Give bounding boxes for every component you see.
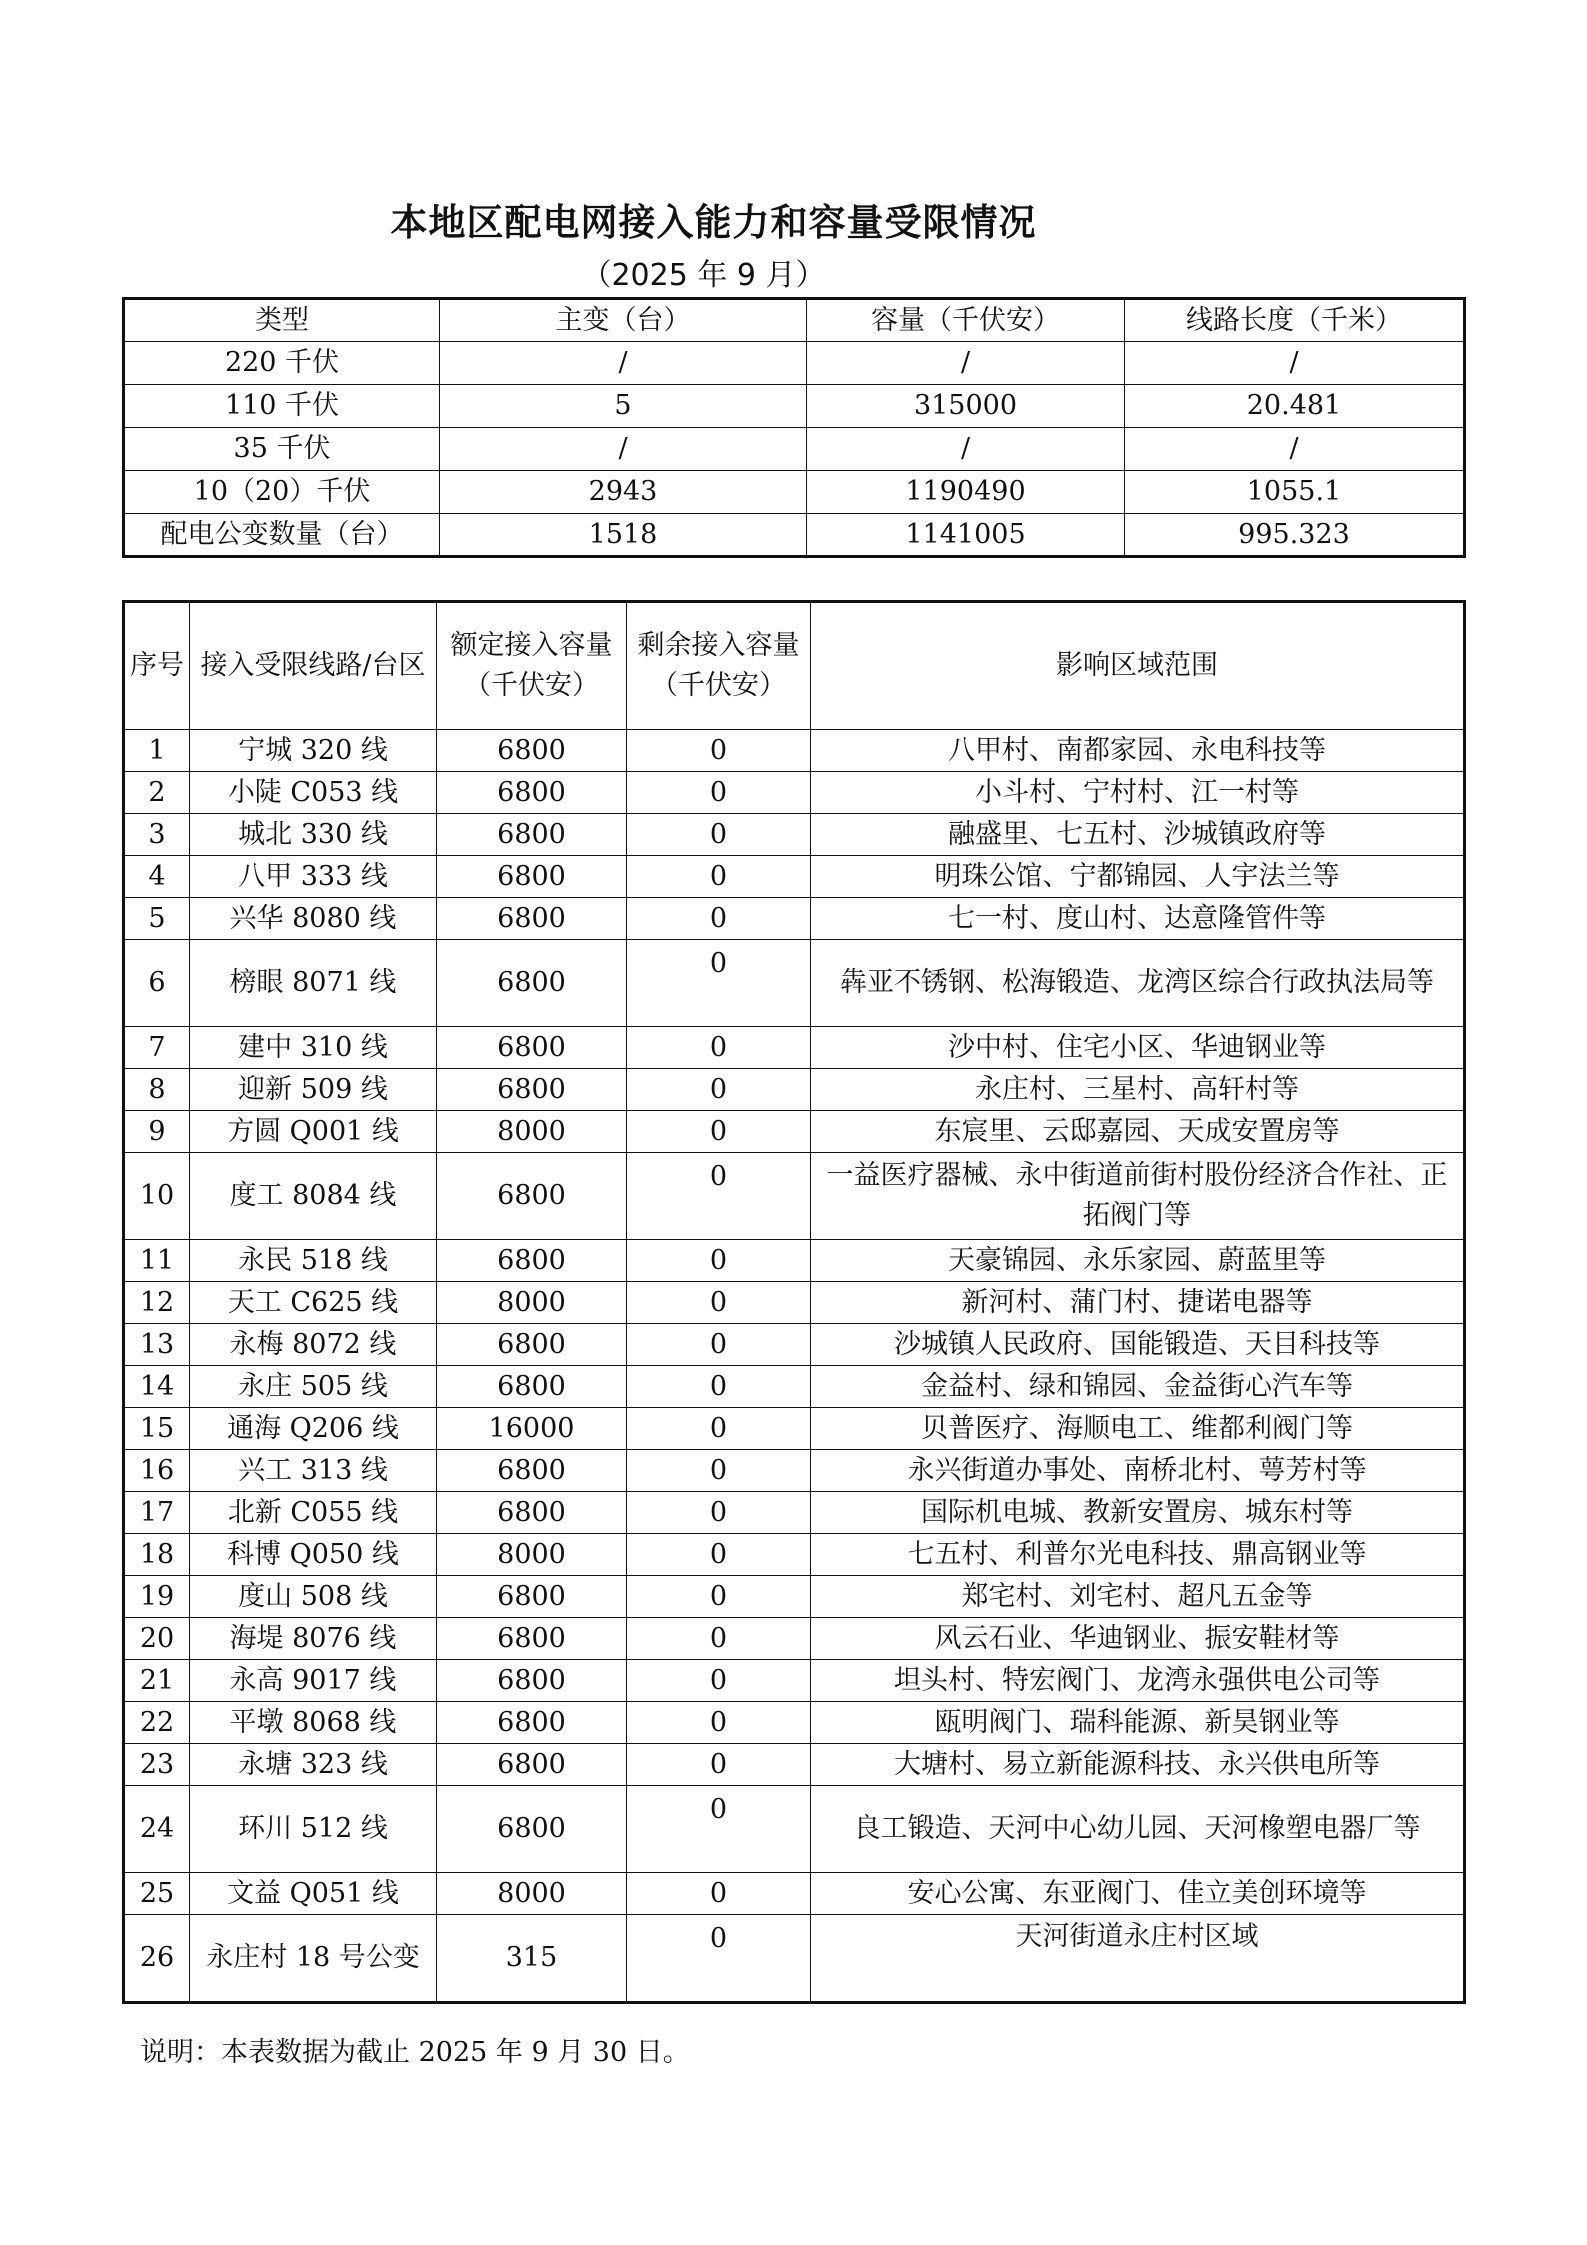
row-rated-capacity: 8000 <box>437 1111 627 1153</box>
row-line: 宁城 320 线 <box>190 730 437 772</box>
row-seq: 23 <box>124 1744 190 1786</box>
row-line: 永塘 323 线 <box>190 1744 437 1786</box>
summary-header-cell: 线路长度（千米） <box>1125 299 1465 342</box>
header-seq: 序号 <box>124 602 190 730</box>
row-affected-area: 明珠公馆、宁都锦园、人宇法兰等 <box>811 856 1465 898</box>
row-line: 榜眼 8071 线 <box>190 940 437 1027</box>
row-rated-capacity: 6800 <box>437 730 627 772</box>
summary-cell: 995.323 <box>1125 514 1465 557</box>
row-seq: 7 <box>124 1027 190 1069</box>
row-seq: 3 <box>124 814 190 856</box>
row-remaining-capacity: 0 <box>627 1027 811 1069</box>
summary-cell: / <box>1125 342 1465 385</box>
row-seq: 15 <box>124 1408 190 1450</box>
row-line: 八甲 333 线 <box>190 856 437 898</box>
row-remaining-capacity: 0 <box>627 1744 811 1786</box>
row-rated-capacity: 6800 <box>437 1069 627 1111</box>
table-row <box>124 1915 1465 2003</box>
row-seq: 21 <box>124 1660 190 1702</box>
header-affected-area: 影响区域范围 <box>811 602 1465 730</box>
summary-cell: 220 千伏 <box>124 342 440 385</box>
table-row <box>124 1408 1465 1450</box>
row-remaining-capacity: 0 <box>627 1153 811 1240</box>
row-affected-area: 七一村、度山村、达意隆管件等 <box>811 898 1465 940</box>
table-row <box>124 1744 1465 1786</box>
row-line: 通海 Q206 线 <box>190 1408 437 1450</box>
table-row <box>124 730 1465 772</box>
row-remaining-capacity: 0 <box>627 1702 811 1744</box>
row-line: 建中 310 线 <box>190 1027 437 1069</box>
row-seq: 19 <box>124 1576 190 1618</box>
page-title: 本地区配电网接入能力和容量受限情况 <box>390 201 1037 244</box>
row-remaining-capacity: 0 <box>627 1069 811 1111</box>
row-affected-area: 国际机电城、教新安置房、城东村等 <box>811 1492 1465 1534</box>
row-line: 天工 C625 线 <box>190 1282 437 1324</box>
summary-row <box>124 514 1465 557</box>
row-affected-area: 风云石业、华迪钢业、振安鞋材等 <box>811 1618 1465 1660</box>
row-affected-area: 坦头村、特宏阀门、龙湾永强供电公司等 <box>811 1660 1465 1702</box>
row-affected-area: 犇亚不锈钢、松海锻造、龙湾区综合行政执法局等 <box>811 940 1465 1027</box>
row-line: 方圆 Q001 线 <box>190 1111 437 1153</box>
table-row <box>124 898 1465 940</box>
row-remaining-capacity: 0 <box>627 1111 811 1153</box>
row-remaining-capacity: 0 <box>627 898 811 940</box>
row-line: 海堤 8076 线 <box>190 1618 437 1660</box>
row-rated-capacity: 6800 <box>437 1660 627 1702</box>
row-affected-area: 金益村、绿和锦园、金益街心汽车等 <box>811 1366 1465 1408</box>
row-seq: 14 <box>124 1366 190 1408</box>
row-affected-area: 沙中村、住宅小区、华迪钢业等 <box>811 1027 1465 1069</box>
summary-cell: / <box>807 342 1125 385</box>
summary-cell: 1055.1 <box>1125 471 1465 514</box>
table-row <box>124 940 1465 1027</box>
row-remaining-capacity: 0 <box>627 1618 811 1660</box>
row-seq: 12 <box>124 1282 190 1324</box>
table-row <box>124 1027 1465 1069</box>
summary-row <box>124 385 1465 428</box>
row-remaining-capacity: 0 <box>627 1366 811 1408</box>
row-rated-capacity: 6800 <box>437 772 627 814</box>
table-row <box>124 1702 1465 1744</box>
row-seq: 13 <box>124 1324 190 1366</box>
row-remaining-capacity: 0 <box>627 1408 811 1450</box>
row-affected-area: 八甲村、南都家园、永电科技等 <box>811 730 1465 772</box>
row-seq: 6 <box>124 940 190 1027</box>
table-row <box>124 1153 1465 1240</box>
table-row <box>124 1786 1465 1873</box>
row-remaining-capacity: 0 <box>627 1660 811 1702</box>
row-rated-capacity: 6800 <box>437 1366 627 1408</box>
row-line: 平墩 8068 线 <box>190 1702 437 1744</box>
row-line: 度工 8084 线 <box>190 1153 437 1240</box>
row-seq: 24 <box>124 1786 190 1873</box>
limited-lines-table <box>122 600 1466 2004</box>
row-remaining-capacity: 0 <box>627 730 811 772</box>
row-affected-area: 永庄村、三星村、高轩村等 <box>811 1069 1465 1111</box>
row-rated-capacity: 8000 <box>437 1282 627 1324</box>
table-row <box>124 772 1465 814</box>
row-rated-capacity: 6800 <box>437 1744 627 1786</box>
row-remaining-capacity: 0 <box>627 940 811 1027</box>
row-remaining-capacity: 0 <box>627 1282 811 1324</box>
row-rated-capacity: 315 <box>437 1915 627 2003</box>
row-seq: 20 <box>124 1618 190 1660</box>
row-remaining-capacity: 0 <box>627 1450 811 1492</box>
row-line: 文益 Q051 线 <box>190 1873 437 1915</box>
row-remaining-capacity: 0 <box>627 1240 811 1282</box>
header-line: 接入受限线路/台区 <box>190 602 437 730</box>
row-rated-capacity: 6800 <box>437 1324 627 1366</box>
table-row <box>124 1660 1465 1702</box>
summary-header-cell: 类型 <box>124 299 440 342</box>
summary-header-cell: 容量（千伏安） <box>807 299 1125 342</box>
footnote: 说明：本表数据为截止 2025 年 9 月 30 日。 <box>140 2037 690 2068</box>
row-remaining-capacity: 0 <box>627 772 811 814</box>
row-rated-capacity: 16000 <box>437 1408 627 1450</box>
summary-row <box>124 428 1465 471</box>
row-affected-area: 安心公寓、东亚阀门、佳立美创环境等 <box>811 1873 1465 1915</box>
row-rated-capacity: 6800 <box>437 1240 627 1282</box>
table-row <box>124 1873 1465 1915</box>
row-affected-area: 贝普医疗、海顺电工、维都利阀门等 <box>811 1408 1465 1450</box>
row-affected-area: 天豪锦园、永乐家园、蔚蓝里等 <box>811 1240 1465 1282</box>
row-seq: 11 <box>124 1240 190 1282</box>
row-rated-capacity: 6800 <box>437 814 627 856</box>
summary-cell: 35 千伏 <box>124 428 440 471</box>
table-row <box>124 814 1465 856</box>
header-remaining-capacity: 剩余接入容量（千伏安） <box>627 602 811 730</box>
summary-cell: / <box>440 428 807 471</box>
row-affected-area: 良工锻造、天河中心幼儿园、天河橡塑电器厂等 <box>811 1786 1465 1873</box>
table-row <box>124 1366 1465 1408</box>
row-rated-capacity: 6800 <box>437 1576 627 1618</box>
row-remaining-capacity: 0 <box>627 1915 811 2003</box>
row-remaining-capacity: 0 <box>627 814 811 856</box>
row-line: 迎新 509 线 <box>190 1069 437 1111</box>
summary-row <box>124 471 1465 514</box>
row-line: 永高 9017 线 <box>190 1660 437 1702</box>
summary-header-row <box>124 299 1465 342</box>
row-seq: 22 <box>124 1702 190 1744</box>
summary-cell: 110 千伏 <box>124 385 440 428</box>
summary-table <box>122 297 1466 558</box>
summary-cell: 1190490 <box>807 471 1125 514</box>
row-line: 北新 C055 线 <box>190 1492 437 1534</box>
table-row <box>124 1240 1465 1282</box>
row-affected-area: 天河街道永庄村区域 <box>811 1915 1465 2003</box>
row-rated-capacity: 8000 <box>437 1534 627 1576</box>
summary-cell: / <box>807 428 1125 471</box>
row-affected-area: 小斗村、宁村村、江一村等 <box>811 772 1465 814</box>
summary-header-cell: 主变（台） <box>440 299 807 342</box>
summary-cell: 配电公变数量（台） <box>124 514 440 557</box>
row-affected-area: 瓯明阀门、瑞科能源、新昊钢业等 <box>811 1702 1465 1744</box>
limits-header-row <box>124 602 1465 730</box>
row-rated-capacity: 6800 <box>437 1153 627 1240</box>
row-affected-area: 永兴街道办事处、南桥北村、萼芳村等 <box>811 1450 1465 1492</box>
summary-cell: 315000 <box>807 385 1125 428</box>
row-seq: 17 <box>124 1492 190 1534</box>
row-line: 永梅 8072 线 <box>190 1324 437 1366</box>
table-row <box>124 1069 1465 1111</box>
table-row <box>124 1576 1465 1618</box>
row-rated-capacity: 6800 <box>437 940 627 1027</box>
row-affected-area: 融盛里、七五村、沙城镇政府等 <box>811 814 1465 856</box>
row-rated-capacity: 6800 <box>437 1786 627 1873</box>
row-remaining-capacity: 0 <box>627 1492 811 1534</box>
summary-cell: / <box>1125 428 1465 471</box>
row-remaining-capacity: 0 <box>627 1786 811 1873</box>
summary-cell: 2943 <box>440 471 807 514</box>
row-rated-capacity: 6800 <box>437 1027 627 1069</box>
row-seq: 10 <box>124 1153 190 1240</box>
row-seq: 18 <box>124 1534 190 1576</box>
summary-cell: 1518 <box>440 514 807 557</box>
table-row <box>124 1534 1465 1576</box>
page-subtitle: （2025 年 9 月） <box>581 258 826 293</box>
row-affected-area: 新河村、蒲门村、捷诺电器等 <box>811 1282 1465 1324</box>
row-affected-area: 七五村、利普尔光电科技、鼎高钢业等 <box>811 1534 1465 1576</box>
row-remaining-capacity: 0 <box>627 856 811 898</box>
row-line: 兴华 8080 线 <box>190 898 437 940</box>
row-rated-capacity: 6800 <box>437 1450 627 1492</box>
row-rated-capacity: 6800 <box>437 1702 627 1744</box>
row-affected-area: 东宸里、云邸嘉园、天成安置房等 <box>811 1111 1465 1153</box>
row-remaining-capacity: 0 <box>627 1873 811 1915</box>
row-line: 兴工 313 线 <box>190 1450 437 1492</box>
row-affected-area: 郑宅村、刘宅村、超凡五金等 <box>811 1576 1465 1618</box>
row-seq: 9 <box>124 1111 190 1153</box>
header-rated-capacity: 额定接入容量（千伏安） <box>437 602 627 730</box>
row-seq: 26 <box>124 1915 190 2003</box>
row-seq: 16 <box>124 1450 190 1492</box>
row-seq: 4 <box>124 856 190 898</box>
table-row <box>124 1111 1465 1153</box>
table-row <box>124 1324 1465 1366</box>
row-line: 永民 518 线 <box>190 1240 437 1282</box>
row-rated-capacity: 6800 <box>437 898 627 940</box>
row-seq: 5 <box>124 898 190 940</box>
table-row <box>124 1450 1465 1492</box>
summary-cell: 1141005 <box>807 514 1125 557</box>
row-line: 城北 330 线 <box>190 814 437 856</box>
row-line: 环川 512 线 <box>190 1786 437 1873</box>
row-remaining-capacity: 0 <box>627 1534 811 1576</box>
row-rated-capacity: 8000 <box>437 1873 627 1915</box>
table-row <box>124 1618 1465 1660</box>
row-rated-capacity: 6800 <box>437 856 627 898</box>
row-line: 科博 Q050 线 <box>190 1534 437 1576</box>
table-row <box>124 1492 1465 1534</box>
row-rated-capacity: 6800 <box>437 1492 627 1534</box>
table-row <box>124 856 1465 898</box>
row-line: 永庄村 18 号公变 <box>190 1915 437 2003</box>
row-affected-area: 沙城镇人民政府、国能锻造、天目科技等 <box>811 1324 1465 1366</box>
row-remaining-capacity: 0 <box>627 1324 811 1366</box>
row-remaining-capacity: 0 <box>627 1576 811 1618</box>
summary-cell: / <box>440 342 807 385</box>
summary-cell: 5 <box>440 385 807 428</box>
row-seq: 8 <box>124 1069 190 1111</box>
row-seq: 2 <box>124 772 190 814</box>
row-seq: 1 <box>124 730 190 772</box>
row-seq: 25 <box>124 1873 190 1915</box>
row-line: 度山 508 线 <box>190 1576 437 1618</box>
row-affected-area: 一益医疗器械、永中街道前街村股份经济合作社、正拓阀门等 <box>811 1153 1465 1240</box>
row-line: 永庄 505 线 <box>190 1366 437 1408</box>
row-rated-capacity: 6800 <box>437 1618 627 1660</box>
row-line: 小陡 C053 线 <box>190 772 437 814</box>
summary-cell: 10（20）千伏 <box>124 471 440 514</box>
row-affected-area: 大塘村、易立新能源科技、永兴供电所等 <box>811 1744 1465 1786</box>
summary-row <box>124 342 1465 385</box>
summary-cell: 20.481 <box>1125 385 1465 428</box>
table-row <box>124 1282 1465 1324</box>
